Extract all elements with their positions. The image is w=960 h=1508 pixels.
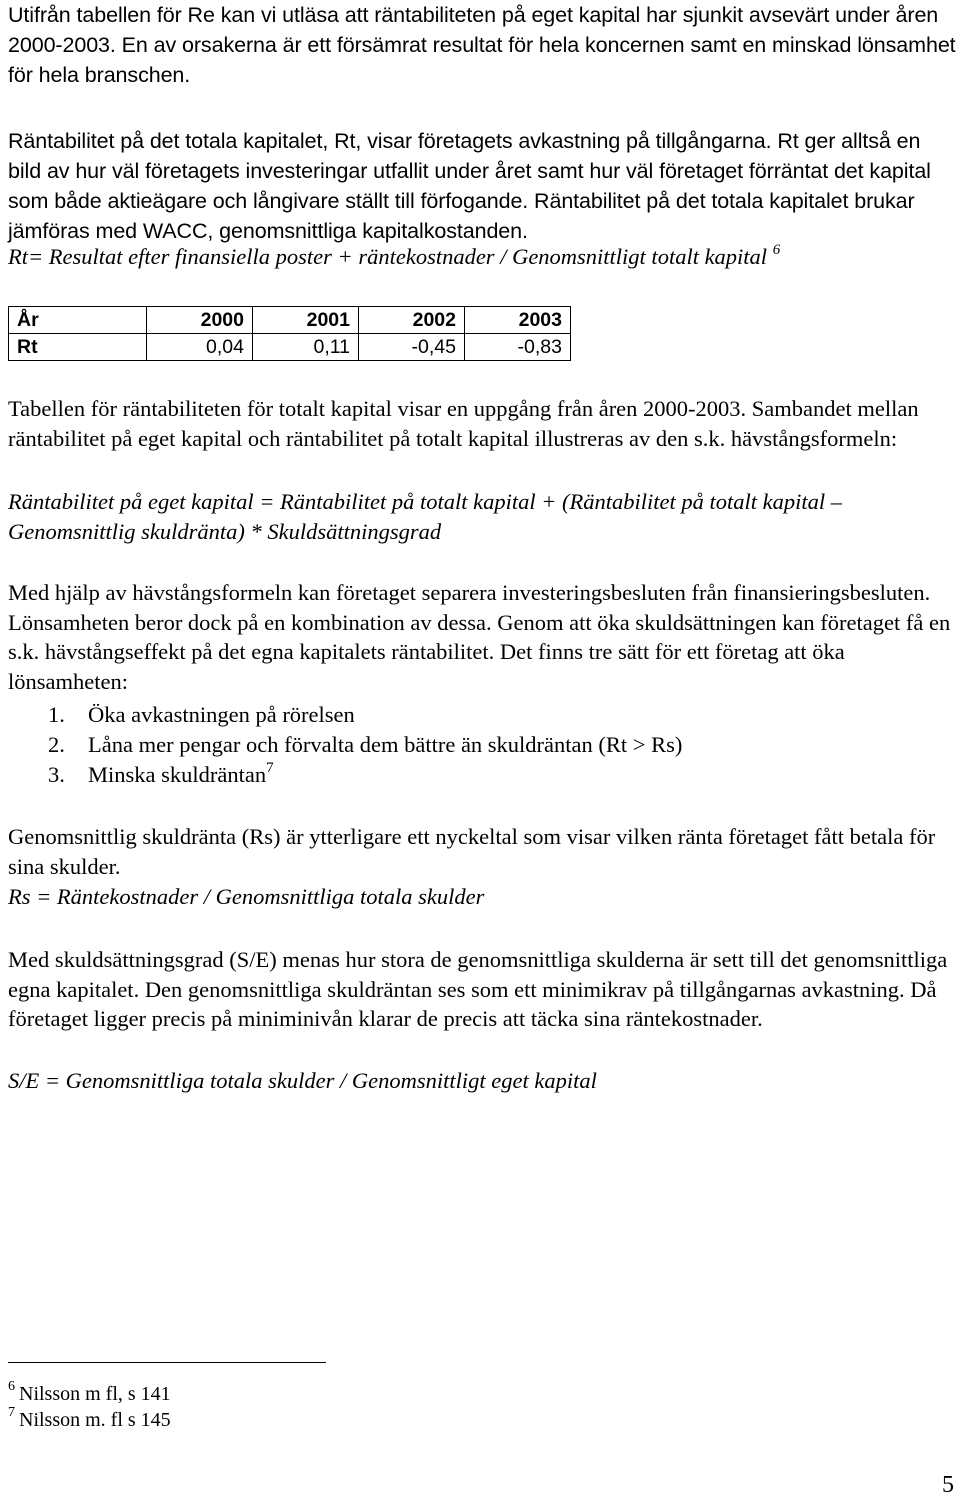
rt-table (8, 306, 571, 361)
profitability-list (0, 700, 682, 790)
paragraph-rt-definition: Räntabilitet på det totala kapitalet, Rt, visar företagets avkastning på tillgångarna. Rt ger alltså en bild av hur väl företagets investeringar utfallit under året samt hur väl företaget förräntat det kapital som både aktieägare och långivare ställt till förfogande. Räntabilitet på det totala kapitalet brukar jämföras med WACC, genomsnittliga kapitalkostanden. (8, 129, 931, 243)
table-year: 2003 (465, 307, 571, 334)
paragraph-se: Med skuldsättningsgrad (S/E) menas hur stora de genomsnittliga skulderna är sett till det genomsnittliga egna kapitalet. Den genomsnittliga skuldräntan ses som ett minimikrav på tillgångarnas avkastning. Då företaget ligger precis på miniminivån klarar de precis att täcka sina räntekostnader. (8, 947, 948, 1031)
paragraph-table-comment: Tabellen för räntabiliteten för totalt kapital visar en uppgång från åren 2000-2003. Sambandet mellan räntabilitet på eget kapital och räntabilitet på totalt kapital illustreras av den s.k. hävstångsformeln: (8, 396, 919, 451)
table-row-label: Rt (9, 334, 147, 361)
paragraph-leverage: Med hjälp av hävstångsformeln kan företaget separera investeringsbesluten från finansieringsbesluten. Lönsamheten beror dock på en kombination av dessa. Genom att öka skuldsättningen kan företaget få en s.k. hävstångseffekt på det egna kapitalets räntabilitet. Det finns tre sätt för ett företag att öka lönsamheten: (8, 580, 951, 694)
formula-rt-text: Rt= Resultat efter finansiella poster + räntekostnader / Genomsnittligt totalt kapital (8, 244, 768, 269)
table-year: 2001 (253, 307, 359, 334)
footnote-divider (8, 1362, 326, 1363)
list-text: Minska skuldräntan (88, 762, 267, 787)
table-header-label: År (9, 307, 147, 334)
table-cell: -0,83 (465, 334, 571, 361)
footnote-ref-7: 7 (266, 759, 274, 776)
table-row-rt (9, 334, 571, 361)
footnote-text: Nilsson m. fl s 145 (19, 1409, 171, 1431)
formula-se: S/E = Genomsnittliga totala skulder / Genomsnittligt eget kapital (8, 1068, 597, 1093)
footnote-7 (8, 1405, 171, 1432)
list-item (0, 700, 682, 730)
footnote-text: Nilsson m fl, s 141 (19, 1383, 171, 1405)
formula-rt (8, 242, 956, 272)
list-number: 3. (48, 762, 65, 787)
list-text: Öka avkastningen på rörelsen (88, 702, 355, 727)
table-row-header (9, 307, 571, 334)
table-year: 2000 (147, 307, 253, 334)
footnote-ref-6: 6 (772, 241, 781, 258)
list-item (0, 760, 682, 790)
list-number: 2. (48, 732, 65, 757)
paragraph-rs: Genomsnittlig skuldränta (Rs) är ytterligare ett nyckeltal som visar vilken ränta företaget fått betala för sina skulder. (8, 824, 936, 879)
list-item (0, 730, 682, 760)
footnote-number: 7 (8, 1405, 15, 1421)
table-cell: 0,04 (147, 334, 253, 361)
table-cell: -0,45 (359, 334, 465, 361)
formula-leverage: Räntabilitet på eget kapital = Räntabilitet på totalt kapital + (Räntabilitet på totalt kapital – Genomsnittlig skuldränta) * Skuldsättningsgrad (8, 489, 843, 544)
table-year: 2002 (359, 307, 465, 334)
footnote-6 (8, 1379, 171, 1406)
footnote-number: 6 (8, 1379, 15, 1395)
list-number: 1. (48, 702, 65, 727)
formula-rs: Rs = Räntekostnader / Genomsnittliga totala skulder (8, 884, 485, 909)
paragraph-intro: Utifrån tabellen för Re kan vi utläsa att räntabiliteten på eget kapital har sjunkit avsevärt under åren 2000-2003. En av orsakerna är ett försämrat resultat för hela koncernen samt en minskad lönsamhet för hela branschen. (8, 3, 956, 87)
list-text: Låna mer pengar och förvalta dem bättre än skuldräntan (Rt > Rs) (88, 732, 683, 757)
page-number: 5 (942, 1472, 954, 1498)
table-cell: 0,11 (253, 334, 359, 361)
